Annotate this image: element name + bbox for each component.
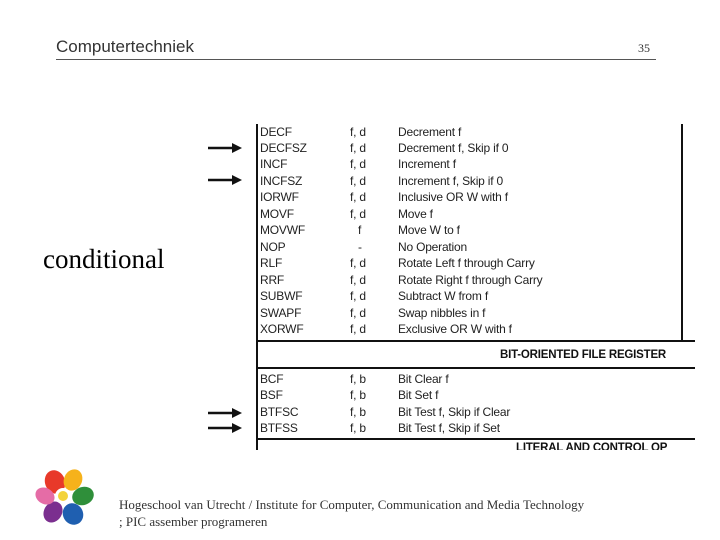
flower-logo-icon xyxy=(33,466,97,530)
mnemonic: RLF xyxy=(260,256,283,270)
section-title-bit-oriented: BIT-ORIENTED FILE REGISTER xyxy=(500,349,667,361)
section-title-literal-control: LITERAL AND CONTROL OP xyxy=(516,442,668,450)
mnemonic: NOP xyxy=(260,240,286,254)
description: Decrement f xyxy=(398,125,462,139)
operands: f, d xyxy=(350,207,366,221)
operands: f, b xyxy=(350,421,366,435)
description: Increment f xyxy=(398,157,456,171)
description: Move f xyxy=(398,207,433,221)
operands: f, d xyxy=(350,306,366,320)
right-arrow-icon xyxy=(208,175,242,185)
operands: f, b xyxy=(350,405,366,419)
description: Bit Test f, Skip if Set xyxy=(398,421,500,435)
mnemonic: SUBWF xyxy=(260,289,303,303)
mnemonic: DECF xyxy=(260,125,292,139)
description: Inclusive OR W with f xyxy=(398,190,508,204)
description: Bit Test f, Skip if Clear xyxy=(398,405,511,419)
description: Rotate Left f through Carry xyxy=(398,256,535,270)
mnemonic: RRF xyxy=(260,273,285,287)
right-arrow-icon xyxy=(208,423,242,433)
description: No Operation xyxy=(398,240,467,254)
operands: f, d xyxy=(350,190,366,204)
operands: f, d xyxy=(350,141,366,155)
operands: f, b xyxy=(350,372,366,386)
table-right-border xyxy=(681,124,683,340)
mnemonic: BCF xyxy=(260,372,284,386)
mnemonic: BTFSC xyxy=(260,405,299,419)
footer-institute: Hogeschool van Utrecht / Institute for Computer, Communication and Media Technology xyxy=(119,497,585,512)
mnemonic: DECFSZ xyxy=(260,141,307,155)
right-arrow-icon xyxy=(208,408,242,418)
mnemonic: MOVWF xyxy=(260,223,305,237)
section-divider xyxy=(256,340,695,342)
right-arrow-icon xyxy=(208,143,242,153)
mnemonic: INCFSZ xyxy=(260,174,303,188)
table-left-border xyxy=(256,124,258,450)
section-divider xyxy=(256,438,695,440)
description: Subtract W from f xyxy=(398,289,488,303)
description: Exclusive OR W with f xyxy=(398,322,512,336)
operands: - xyxy=(358,240,362,254)
section-divider xyxy=(256,367,695,369)
description: Swap nibbles in f xyxy=(398,306,486,320)
description: Move W to f xyxy=(398,223,460,237)
operands: f, d xyxy=(350,322,366,336)
operands: f, d xyxy=(350,273,366,287)
mnemonic: INCF xyxy=(260,157,288,171)
mnemonic: BSF xyxy=(260,388,283,402)
operands: f, b xyxy=(350,388,366,402)
conditional-label: conditional xyxy=(43,244,165,274)
mnemonic: BTFSS xyxy=(260,421,298,435)
operands: f, d xyxy=(350,289,366,303)
mnemonic: MOVF xyxy=(260,207,294,221)
description: Bit Set f xyxy=(398,388,439,402)
instruction-table xyxy=(252,124,695,450)
page-title: Computertechniek xyxy=(56,37,194,56)
footer-course: ; PIC assember programeren xyxy=(119,514,268,529)
mnemonic: SWAPF xyxy=(260,306,302,320)
operands: f xyxy=(358,223,362,237)
operands: f, d xyxy=(350,174,366,188)
operands: f, d xyxy=(350,256,366,270)
description: Increment f, Skip if 0 xyxy=(398,174,503,188)
description: Rotate Right f through Carry xyxy=(398,273,543,287)
description: Bit Clear f xyxy=(398,372,449,386)
description: Decrement f, Skip if 0 xyxy=(398,141,509,155)
header-rule xyxy=(56,59,656,60)
mnemonic: XORWF xyxy=(260,322,304,336)
operands: f, d xyxy=(350,157,366,171)
footer xyxy=(119,496,584,530)
operands: f, d xyxy=(350,125,366,139)
page-number: 35 xyxy=(638,41,650,55)
mnemonic: IORWF xyxy=(260,190,299,204)
